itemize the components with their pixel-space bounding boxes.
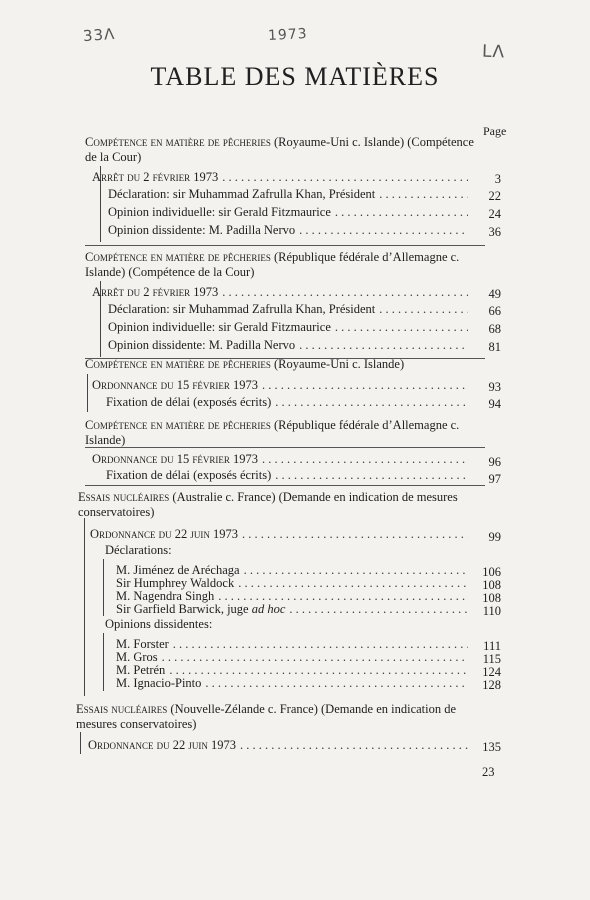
toc-entry[interactable]: Fixation de délai (exposés écrits) . . . (106, 395, 472, 410)
entry-page-number: 36 (488, 225, 501, 239)
bracket-line (80, 732, 81, 754)
toc-entry[interactable]: M. Ignacio-Pinto . . . (116, 676, 472, 691)
entry-page-number: 3 (494, 172, 501, 186)
handwritten-note-left: 33Λ (82, 24, 116, 46)
case-heading (78, 490, 478, 520)
entry-page-number: 94 (488, 397, 501, 411)
case-title: Compétence en matière de pêcheries (85, 135, 271, 149)
toc-entry[interactable]: M. Petrén . . . (116, 663, 472, 678)
case-heading (76, 702, 486, 732)
case-heading (85, 250, 485, 280)
toc-entry[interactable]: Ordonnance du 15 février 1973 . . . (92, 378, 472, 393)
handwritten-note-right: LΛ (481, 41, 506, 63)
entry-page-number: 68 (488, 322, 501, 336)
toc-entry[interactable]: M. Gros . . . (116, 650, 472, 665)
case-title: Compétence en matière de pêcheries (85, 357, 271, 371)
toc-entry[interactable]: Sir Humphrey Waldock . . . (116, 576, 472, 591)
entry-page-number: 24 (488, 207, 501, 221)
toc-entry[interactable]: Opinion dissidente: M. Padilla Nervo . . . (108, 223, 472, 238)
case-parties: (République fédérale d’Allemagne c. Islande) (Compétence de la Cour) (85, 250, 460, 279)
entry-page-number: 135 (482, 740, 501, 754)
case-heading (85, 357, 485, 372)
toc-entry[interactable]: Opinion dissidente: M. Padilla Nervo . . . (108, 338, 472, 353)
toc-entry[interactable]: Déclaration: sir Muhammad Zafrulla Khan, Président . . . (108, 302, 472, 317)
case-title: Essais nucléaires (76, 702, 168, 716)
bracket-line (103, 559, 104, 616)
case-parties: (Royaume-Uni c. Islande) (Compétence de la Cour) (85, 135, 474, 164)
entry-page-number: 115 (482, 652, 501, 666)
toc-entry[interactable]: Ordonnance du 15 février 1973 . . . (92, 452, 472, 467)
toc-entry[interactable]: M. Jiménez de Aréchaga . . . (116, 563, 472, 578)
entry-page-number: 97 (488, 472, 501, 486)
entry-page-number: 111 (483, 639, 501, 653)
section-divider (85, 485, 485, 486)
bracket-line (87, 374, 88, 412)
entry-page-number: 96 (488, 455, 501, 469)
toc-entry[interactable]: Sir Garfield Barwick, juge ad hoc . . . (116, 602, 472, 617)
page-number: 23 (482, 765, 495, 779)
toc-entry[interactable]: Ordonnance du 22 juin 1973 . . . (88, 738, 472, 753)
toc-entry[interactable]: Arrêt du 2 février 1973 . . . (92, 285, 472, 300)
subsection-label: Déclarations: (105, 543, 172, 557)
entry-page-number: 108 (482, 591, 501, 605)
handwritten-note-year: 1973 (267, 25, 309, 45)
case-heading (85, 418, 485, 448)
case-title: Compétence en matière de pêcheries (85, 418, 271, 432)
case-parties: (République fédérale d’Allemagne c. Islande) (85, 418, 460, 447)
toc-entry[interactable]: Ordonnance du 22 juin 1973 . . . (90, 527, 472, 542)
toc-entry[interactable]: Opinion individuelle: sir Gerald Fitzmaurice . . . (108, 320, 472, 335)
bracket-line (84, 518, 85, 696)
page-column-label: Page (483, 124, 507, 138)
entry-page-number: 49 (488, 287, 501, 301)
toc-entry[interactable]: Opinion individuelle: sir Gerald Fitzmaurice . . . (108, 205, 472, 220)
case-parties: (Royaume-Uni c. Islande) (270, 357, 405, 371)
entry-page-number: 108 (482, 578, 501, 592)
section-divider (85, 245, 485, 246)
entry-page-number: 22 (488, 189, 501, 203)
subsection-label: Opinions dissidentes: (105, 617, 213, 631)
section-divider (85, 447, 485, 448)
toc-entry[interactable]: Déclaration: sir Muhammad Zafrulla Khan, Président . . . (108, 187, 472, 202)
toc-entry[interactable]: Fixation de délai (exposés écrits) . . . (106, 468, 472, 483)
entry-page-number: 110 (482, 604, 501, 618)
toc-entry[interactable]: M. Forster . . . (116, 637, 472, 652)
case-parties: (Australie c. France) (Demande en indication de mesures conservatoires) (78, 490, 458, 519)
entry-page-number: 124 (482, 665, 501, 679)
case-title: Compétence en matière de pêcheries (85, 250, 271, 264)
entry-page-number: 106 (482, 565, 501, 579)
bracket-line (103, 633, 104, 691)
entry-page-number: 66 (488, 304, 501, 318)
entry-page-number: 93 (488, 380, 501, 394)
entry-page-number: 99 (488, 530, 501, 544)
entry-page-number: 128 (482, 678, 501, 692)
case-title: Essais nucléaires (78, 490, 170, 504)
case-parties: (Nouvelle-Zélande c. France) (Demande en indication de mesures conservatoires) (76, 702, 457, 731)
case-heading (85, 135, 485, 165)
toc-entry[interactable]: M. Nagendra Singh . . . (116, 589, 472, 604)
entry-page-number: 81 (488, 340, 501, 354)
toc-entry[interactable]: Arrêt du 2 février 1973 . . . (92, 170, 472, 185)
page-title: TABLE DES MATIÈRES (150, 62, 440, 91)
